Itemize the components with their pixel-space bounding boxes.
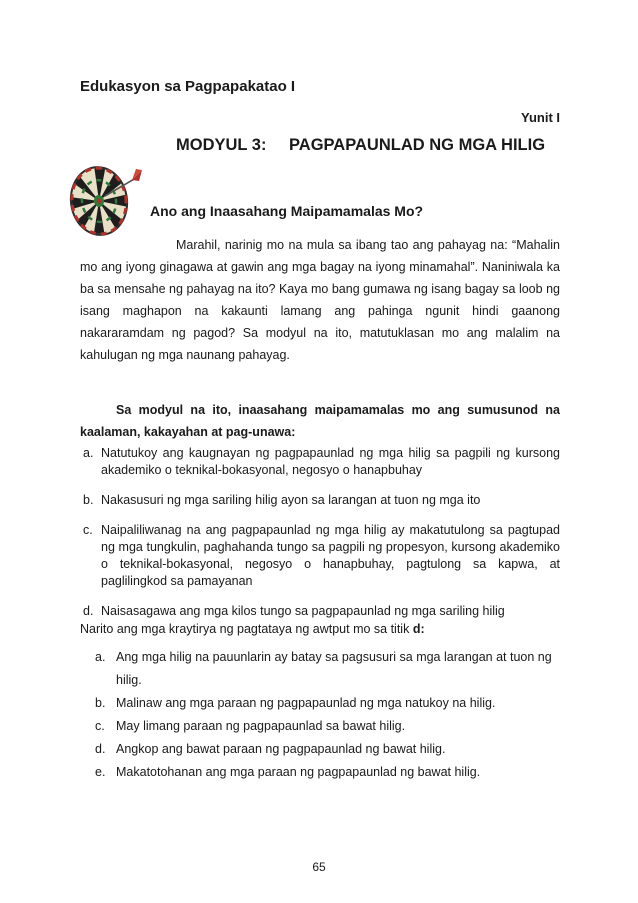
list-item	[95, 646, 560, 692]
unit-label: Yunit I	[521, 110, 560, 125]
objectives-list	[80, 445, 560, 633]
list-item	[80, 522, 560, 590]
page-number: 65	[312, 860, 326, 874]
module-number: MODYUL 3:	[176, 136, 267, 154]
list-marker: a.	[95, 650, 106, 664]
list-marker: d.	[83, 604, 94, 618]
list-item	[95, 692, 560, 715]
list-item	[80, 603, 560, 620]
intro-paragraph: Marahil, narinig mo na mula sa ibang tao ang pahayag na: “Mahalin mo ang iyong ginagawa at gawin ang mga bagay na iyong minamahal”. Naniniwala ka ba sa mensahe ng pahayag na ito? Kaya mo bang gumawa ng isang bagay sa loob ng isang maghapon na kakaunti lamang ang pahinga ngunit hindi gaanong nakararamdam ng pagod? Sa modyul na ito, matutuklasan mo ang malalim na kahulugan ng mga naunang pahayag.	[80, 238, 560, 362]
objectives-intro: Sa modyul na ito, inaasahang maipamamalas mo ang sumusunod na kaalaman, kakayahan at pag-unawa:	[80, 403, 560, 439]
list-marker: e.	[95, 765, 106, 779]
list-item-text: Natutukoy ang kaugnayan ng pagpapaunlad ng mga hilig sa pagpili ng kursong akademiko o teknikal-bokasyonal, negosyo o hanapbuhay	[101, 446, 560, 477]
list-item-text: Ang mga hilig na pauunlarin ay batay sa pagsusuri sa mga larangan at tuon ng hilig.	[116, 650, 552, 687]
list-marker: d.	[95, 742, 106, 756]
list-marker: c.	[83, 523, 93, 537]
list-item-text: Angkop ang bawat paraan ng pagpapaunlad ng bawat hilig.	[116, 742, 446, 756]
list-item-text: Naisasagawa ang mga kilos tungo sa pagpapaunlad ng mga sariling hilig	[101, 604, 505, 618]
criteria-intro	[80, 622, 425, 636]
list-item	[95, 738, 560, 761]
course-title: Edukasyon sa Pagpapakatao I	[80, 78, 296, 95]
module-title: PAGPAPAUNLAD NG MGA HILIG	[289, 136, 546, 154]
list-item-text: Makatotohanan ang mga paraan ng pagpapaunlad ng bawat hilig.	[116, 765, 481, 779]
list-item-text: Malinaw ang mga paraan ng pagpapaunlad ng mga natukoy na hilig.	[116, 696, 496, 710]
list-item-text: Nakasusuri ng mga sariling hilig ayon sa larangan at tuon ng mga ito	[101, 493, 481, 507]
list-item-text: Naipaliliwanag na ang pagpapaunlad ng mga hilig ay makatutulong sa pagtupad ng mga tungkulin, paghahanda tungo sa pagpili ng propesyon, kursong akademiko o teknikal-bokasyonal, negosyo o hanapbuhay, pagtulong sa kapwa, at paglilingkod sa pamayanan	[101, 523, 560, 588]
list-marker: b.	[95, 696, 106, 710]
criteria-list	[95, 646, 560, 784]
list-item	[95, 715, 560, 738]
list-marker: a.	[83, 446, 94, 460]
criteria-intro-text: Narito ang mga kraytirya ng pagtataya ng awtput mo sa titik	[80, 622, 410, 636]
list-item	[95, 761, 560, 784]
list-item	[80, 445, 560, 479]
list-item	[80, 492, 560, 509]
list-marker: b.	[83, 493, 94, 507]
dartboard-icon	[66, 164, 146, 236]
section-heading: Ano ang Inaasahang Maipamamalas Mo?	[150, 203, 424, 219]
list-marker: c.	[95, 719, 105, 733]
criteria-letter: d:	[412, 622, 425, 636]
list-item-text: May limang paraan ng pagpapaunlad sa bawat hilig.	[116, 719, 406, 733]
